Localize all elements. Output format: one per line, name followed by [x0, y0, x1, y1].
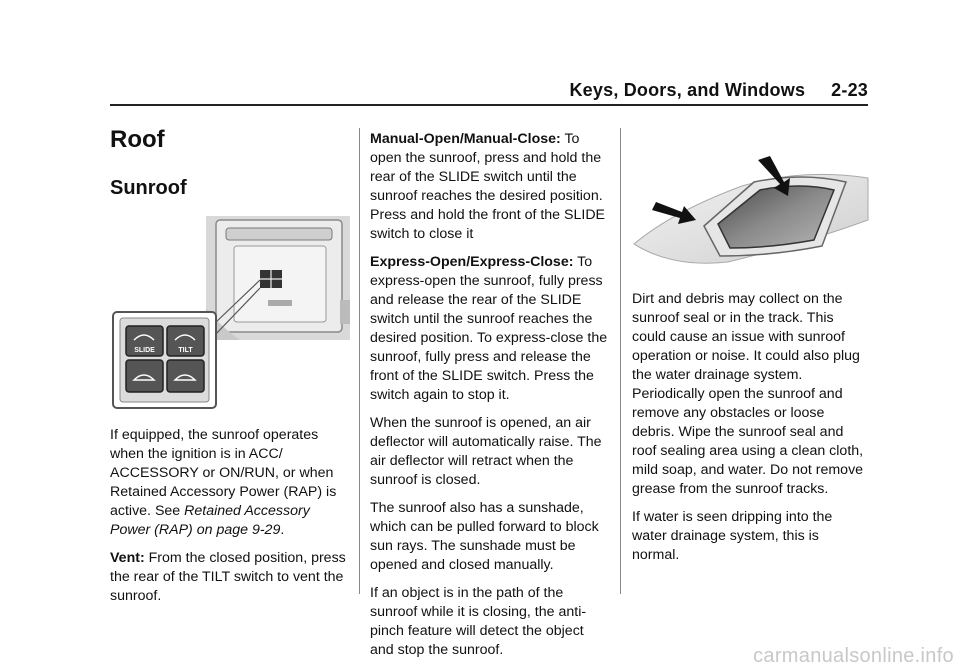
- tilt-switch-label: TILT: [178, 347, 193, 354]
- column-1: [110, 126, 350, 615]
- sunshade-paragraph: The sunroof also has a sunshade, which can be pulled forward to block sun rays. The sunshade must be opened and closed manually.: [370, 500, 599, 573]
- column-3: [632, 130, 870, 574]
- header-page-number: 2-23: [831, 80, 868, 100]
- subsection-title: Sunroof: [110, 177, 187, 199]
- manual-paragraph: Manual-Open/Manual-Close: To open the sunroof, press and hold the rear of the SLIDE switch until the sunroof reaches the desired position. Press and hold the front of the SLIDE switch to close it: [370, 131, 606, 242]
- watermark-text: carmanualsonline.info: [753, 645, 954, 667]
- dirt-debris-paragraph: Dirt and debris may collect on the sunroof seal or in the track. This could cause an issue with sunroof operation or noise. It could also plug the water drainage system. Periodically open the sunroof and remove any obstacles or loose debris. Wipe the sunroof seal and roof sealing area using a clean cloth, mild soap, and water. Do not remove grease from the sunroof tracks.: [632, 291, 864, 497]
- column-divider-2: [620, 128, 621, 594]
- rap-cross-reference[interactable]: Retained Accessory Power (RAP) on page 9-29: [110, 503, 310, 538]
- slide-switch-label: SLIDE: [134, 347, 155, 354]
- header-rule: [110, 104, 868, 106]
- manual-label: Manual-Open/Manual-Close:: [370, 131, 561, 147]
- sunroof-switch-illustration: [110, 216, 350, 412]
- express-paragraph: Express-Open/Express-Close: To express-open the sunroof, fully press and release the rear of the SLIDE switch until the sunroof reaches the desired position. To express-close the sunroof, fully press and release the front of the SLIDE switch. Press the switch again to stop it.: [370, 254, 608, 403]
- section-title: Roof: [110, 126, 165, 153]
- sunroof-seal-illustration: [632, 152, 870, 270]
- water-drip-paragraph: If water is seen dripping into the water drainage system, this is normal.: [632, 509, 833, 563]
- express-label: Express-Open/Express-Close:: [370, 254, 574, 270]
- antipinch-paragraph: If an object is in the path of the sunroof while it is closing, the anti-pinch feature will detect the object and stop the sunroof.: [370, 585, 587, 658]
- running-header: [569, 80, 868, 101]
- vent-label: Vent:: [110, 550, 145, 566]
- header-chapter-title: Keys, Doors, and Windows: [569, 80, 806, 100]
- column-2: [370, 130, 610, 669]
- intro-paragraph: If equipped, the sunroof operates when the ignition is in ACC/ ACCESSORY or ON/RUN, or when Retained Accessory Power (RAP) is active. See Retained Accessory Power (RAP) on page 9-29.: [110, 427, 337, 538]
- deflector-paragraph: When the sunroof is opened, an air deflector will automatically raise. The air deflector will retract when the sunroof is closed.: [370, 415, 602, 488]
- vent-paragraph: Vent: From the closed position, press the rear of the TILT switch to vent the sunroof.: [110, 550, 346, 604]
- column-divider-1: [359, 128, 360, 594]
